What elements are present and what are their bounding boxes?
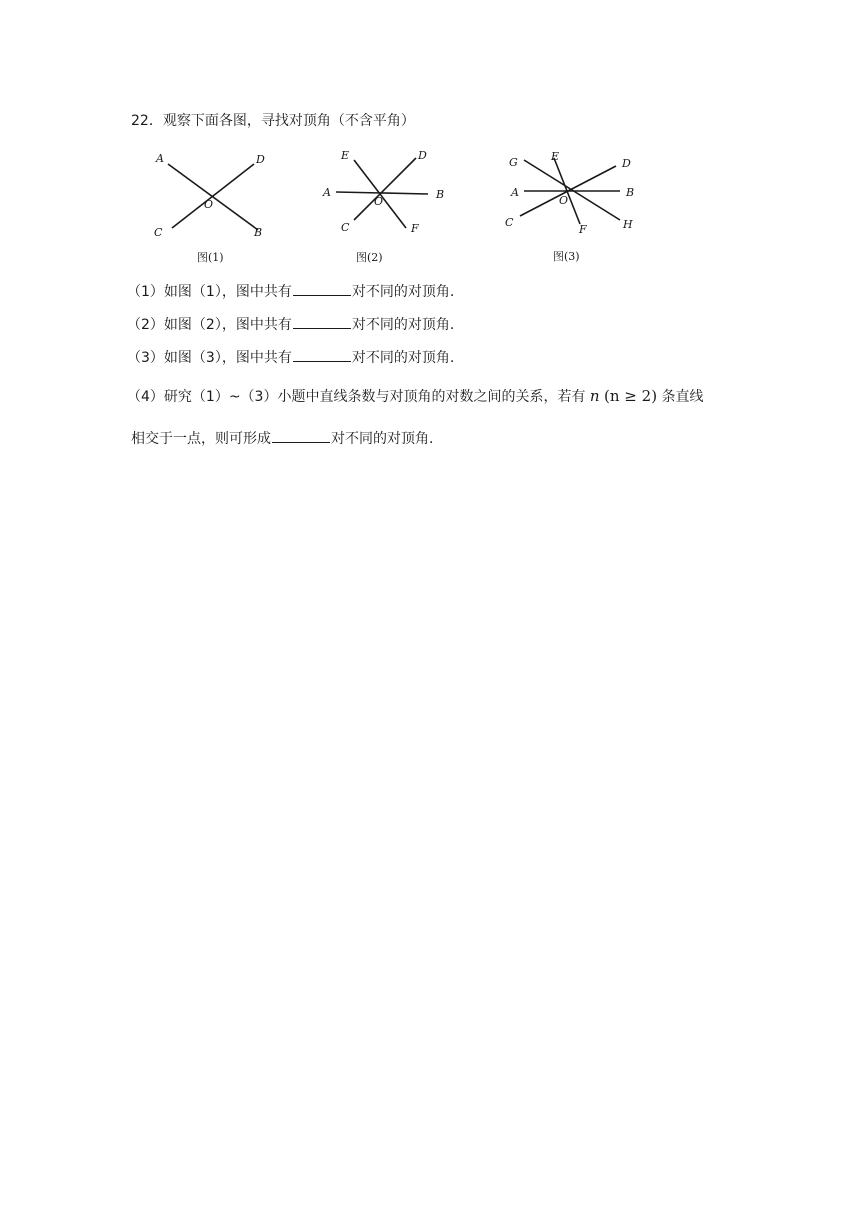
item-4-suffix: 条直线	[661, 389, 704, 405]
item-3-prefix: （3）如图（3），图中共有	[127, 350, 292, 366]
figure-2	[320, 148, 450, 270]
math-condition: (n ≥ 2)	[604, 387, 658, 405]
label-H: H	[623, 218, 633, 231]
item-4	[127, 386, 704, 407]
math-n: n	[589, 387, 600, 405]
label-D: D	[418, 149, 427, 162]
label-O: O	[204, 198, 214, 211]
label-C: C	[154, 226, 163, 239]
label-E: E	[341, 149, 350, 162]
label-F: F	[411, 222, 419, 235]
item-3-suffix: 对不同的对顶角.	[351, 350, 455, 366]
item-4-line-2	[131, 428, 433, 449]
item-3	[127, 347, 454, 368]
item-1	[127, 281, 454, 302]
label-O: O	[559, 194, 569, 207]
label-A: A	[511, 186, 519, 199]
figure-caption: 图(2)	[356, 251, 383, 264]
item-2-prefix: （2）如图（2），图中共有	[127, 317, 292, 333]
item-4-line2-prefix: 相交于一点，则可形成	[131, 431, 271, 447]
item-1-prefix: （1）如图（1），图中共有	[127, 284, 292, 300]
figure-3	[500, 146, 650, 268]
label-D: D	[256, 153, 265, 166]
label-G: G	[509, 156, 518, 169]
answer-blank-2[interactable]	[293, 314, 351, 329]
label-D: D	[622, 157, 631, 170]
item-4-line2-suffix: 对不同的对顶角.	[331, 431, 434, 447]
item-1-suffix: 对不同的对顶角.	[351, 284, 455, 300]
label-C: C	[341, 221, 350, 234]
label-F: F	[579, 223, 587, 236]
label-B: B	[436, 188, 445, 201]
label-B: B	[626, 186, 635, 199]
item-4-prefix: （4）研究（1）~（3）小题中直线条数与对顶角的对数之间的关系，若有	[127, 389, 586, 405]
label-C: C	[505, 216, 514, 229]
answer-blank-4[interactable]	[272, 428, 330, 443]
question-title: 22．观察下面各图，寻找对顶角（不含平角）	[131, 113, 415, 129]
answer-blank-3[interactable]	[293, 347, 351, 362]
figure-caption: 图(3)	[553, 250, 580, 263]
label-A: A	[323, 186, 331, 199]
item-2-suffix: 对不同的对顶角.	[351, 317, 455, 333]
answer-blank-1[interactable]	[293, 281, 351, 296]
figure-1	[150, 150, 270, 270]
item-2	[127, 314, 454, 335]
label-A: A	[156, 152, 164, 165]
label-B: B	[254, 226, 263, 239]
label-E: E	[551, 150, 560, 163]
figure-caption: 图(1)	[197, 251, 224, 264]
label-O: O	[374, 195, 384, 208]
